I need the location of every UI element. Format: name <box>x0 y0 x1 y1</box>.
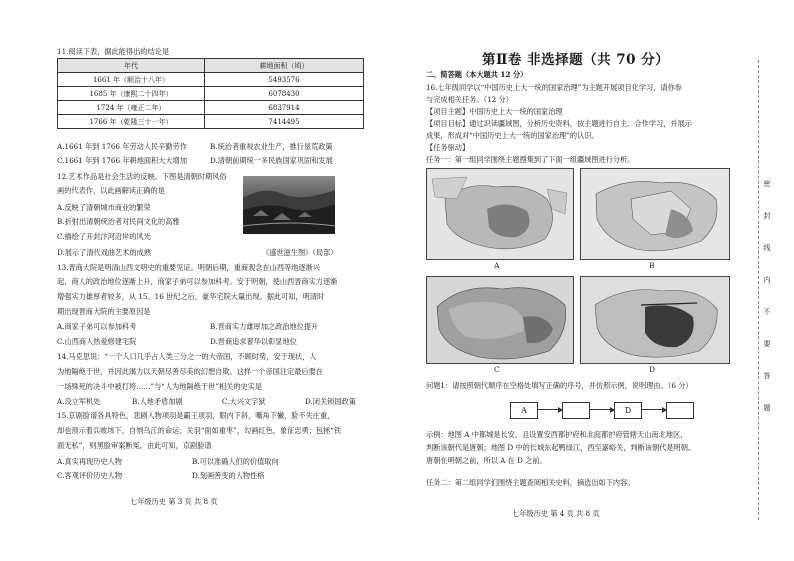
q11-option-c: C.1661 年到 1766 年耕地面积大大增加 <box>57 156 188 165</box>
right-page <box>404 0 756 561</box>
q12-option-a: A.反映了清朝城市商业的繁荣 <box>57 203 151 212</box>
q13-line: 起，商人的政治地位逐渐上升，商家子弟可以参加科考。安于明朝，使山西晋商实力逐渐 <box>57 277 338 286</box>
sequence-arrow <box>537 409 562 410</box>
q14-option-a: A.设立军机处 <box>57 397 101 406</box>
q14-line: 一场殊死的决斗中被打垮……”与“人为地隔绝于世”相关的史实是 <box>57 382 263 391</box>
sequence-box-1[interactable]: A <box>510 402 538 419</box>
sequence-arrow <box>641 409 666 410</box>
map-b <box>580 168 730 260</box>
q13-option-b: B.晋商实力雄厚加之政治地位提升 <box>210 322 319 331</box>
map-label-c: C <box>494 365 500 374</box>
binding-char: 内 <box>763 276 771 284</box>
q15-option-a: A.真实再现历史人物 <box>57 457 122 466</box>
table-header-row <box>58 59 364 73</box>
q13-line: 期出现晋商大院的主要原因是 <box>57 307 151 316</box>
map-label-b: B <box>649 261 655 270</box>
sequence-arrow <box>589 409 614 410</box>
table-cell: 6837914 <box>205 101 364 115</box>
task2-text: 任务二：第二组同学们围绕主题查阅相关史料，摘选出如下内容。 <box>426 478 635 487</box>
q12-option-d: D.展示了清代戏曲艺术的成熟 <box>57 248 152 257</box>
q11-option-a: A.1661 年到 1766 年劳动人民辛勤劳作 <box>57 142 187 151</box>
q12-option-b: B.折射出清朝统治者对民间文化的高雅 <box>57 217 180 226</box>
q14-option-b: B.人地矛盾加剧 <box>132 397 183 406</box>
project-goal: 成果，形成对“中国历史上大一统的国家治理”的认识。 <box>426 131 599 140</box>
shengshi-painting <box>243 176 335 234</box>
map-a-image <box>427 169 573 259</box>
binding-char: 线 <box>763 244 771 252</box>
table-header: 耕地面积（顷） <box>205 59 364 73</box>
q11-option-d: D.清朝前期统一多民族国家巩固和发展 <box>210 156 333 165</box>
q13-option-a: A.商家子弟可以参加科考 <box>57 322 137 331</box>
task1-text: 任务一：第一组同学围绕主题搜集到了下面一组疆域图进行分析。 <box>426 155 635 164</box>
q14-line: 为地隔绝于世，并因此竭力以天朝尽善尽美的幻想自欺。这样一个帝国注定最后要在 <box>57 367 323 376</box>
map-label-d: D <box>649 365 656 374</box>
table-cell: 1766 年（乾隆三十一年） <box>58 115 205 129</box>
sequence-box-2[interactable] <box>562 402 590 419</box>
table-row <box>58 73 364 87</box>
binding-line <box>758 60 759 520</box>
table-cell: 5493576 <box>205 73 364 87</box>
table-cell: 7414495 <box>205 115 364 129</box>
q13-line: 增强实力雄厚者较多，从 15、16 世纪之后，豪华宅院大量出现。据此可知，明清时 <box>57 292 325 301</box>
map-c-image <box>427 277 573 363</box>
q13-option-d: D.晋商追求奢华以彰显地位 <box>210 337 297 346</box>
map-b-image <box>581 169 729 259</box>
q12-line: 12.艺术作品是社会生活的反映。下图是清朝时期风俗 <box>57 172 227 181</box>
q12-line: 画的代表作，以此画解读正确的是 <box>57 186 165 195</box>
table-header: 年代 <box>58 59 205 73</box>
q15-option-d: D.刻画善变的人物性格 <box>192 471 265 480</box>
table-row <box>58 87 364 101</box>
map-c <box>426 276 574 364</box>
q16-line: 16.七年级同学以“中国历史上大一统的国家治理”为主题开展项目化学习，请你参 <box>426 83 682 92</box>
table-cell: 6078430 <box>205 87 364 101</box>
painting-image <box>243 176 335 234</box>
q14-line: 14.马克思说：“一个人口几乎占人类三分之一的大帝国，不顾时势，安于现状，人 <box>57 352 317 361</box>
q13-option-c: C.山西商人热爱修建宅院 <box>57 337 137 346</box>
q11-option-b: B.统治者重视农业生产，推行垦荒政策 <box>210 142 333 151</box>
question1-text: 问题1：请按照朝代顺序在空格处填写正确的序号，并仿照示例，说明理由。（6 分） <box>426 381 693 390</box>
q16-line: 与完成相关任务。（12 分） <box>426 95 513 104</box>
binding-char: 题 <box>763 404 771 412</box>
q15-option-c: C.客观评价历史人物 <box>57 471 123 480</box>
farmland-table <box>57 58 364 129</box>
task-drive: 【任务驱动】 <box>426 143 470 152</box>
left-footer: 七年级历史 第 3 页 共 8 页 <box>130 497 218 506</box>
table-row <box>58 101 364 115</box>
binding-char: 密 <box>763 180 771 188</box>
section-heading: 二、简答题（本大题共 12 分） <box>426 70 528 79</box>
sequence-box-4[interactable] <box>666 402 694 419</box>
table-row <box>58 115 364 129</box>
table-cell: 1661 年（顺治十八年） <box>58 73 205 87</box>
example-line: 唐朝在明朝之前，所以 A 在 D 之前。 <box>426 456 547 465</box>
sequence-box-3[interactable]: D <box>614 402 642 419</box>
q15-line: 却也预示着兵败垓下，自刎乌江的命运；关羽“面如重枣”，勾画红色，象征忠勇；包拯“铁 <box>57 426 342 435</box>
binding-char: 封 <box>763 212 771 220</box>
binding-char: 要 <box>763 340 771 348</box>
painting-caption: 《盛世滋生图》（局部） <box>262 248 338 257</box>
binding-char: 不 <box>763 308 771 316</box>
q15-option-b: B.可以准确人们的价值取向 <box>192 457 279 466</box>
map-d <box>580 276 730 364</box>
binding-char: 答 <box>763 372 771 380</box>
project-goal: 【项目目标】通过识读疆域图，分析历史资料，按主题进行自主、合作学习，并展示 <box>426 119 692 128</box>
binding-margin-text <box>762 180 772 436</box>
right-footer: 七年级历史 第 4 页 共 8 页 <box>512 509 600 518</box>
example-line: 示例：地图 A 中都城是长安，且设置安西都护府和北庭都护府管辖天山南北地区， <box>426 430 688 439</box>
table-cell: 1685 年（康熙二十四年） <box>58 87 205 101</box>
q15-line: 面无私”，则黑脸审案断冤。由此可知，京剧脸谱 <box>57 441 212 450</box>
project-topic: 【项目主题】中国历史上大一统的国家治理 <box>426 107 563 116</box>
map-label-a: A <box>494 261 500 270</box>
q15-line: 15.京剧脸谱各具特色，悲剧人物项羽是霸王项羽，眼内下斜，嘴角下撇，脸不失庄重， <box>57 411 335 420</box>
map-d-image <box>581 277 729 363</box>
q14-option-c: C.大兴文字狱 <box>222 397 266 406</box>
q13-line: 13.晋商大院是明清山西文明史的重要见证。明朝后期，重商观念在山西等地逐渐兴 <box>57 263 320 272</box>
table-cell: 1724 年（雍正二年） <box>58 101 205 115</box>
section-title: 第Ⅱ卷 非选择题（共 70 分） <box>482 52 670 68</box>
example-line: 判断该朝代是唐朝；地图 D 中的长城东起鸭绿江，西至嘉峪关，判断该朝代是明朝。 <box>426 443 696 452</box>
q11-stem: 11.阅读下表，据此能得出的结论是 <box>57 47 170 56</box>
q12-option-c: C.描绘了开封汴河沿岸的风光 <box>57 232 151 241</box>
map-a <box>426 168 574 260</box>
q14-option-d: D.闭关锁国政策 <box>305 397 356 406</box>
